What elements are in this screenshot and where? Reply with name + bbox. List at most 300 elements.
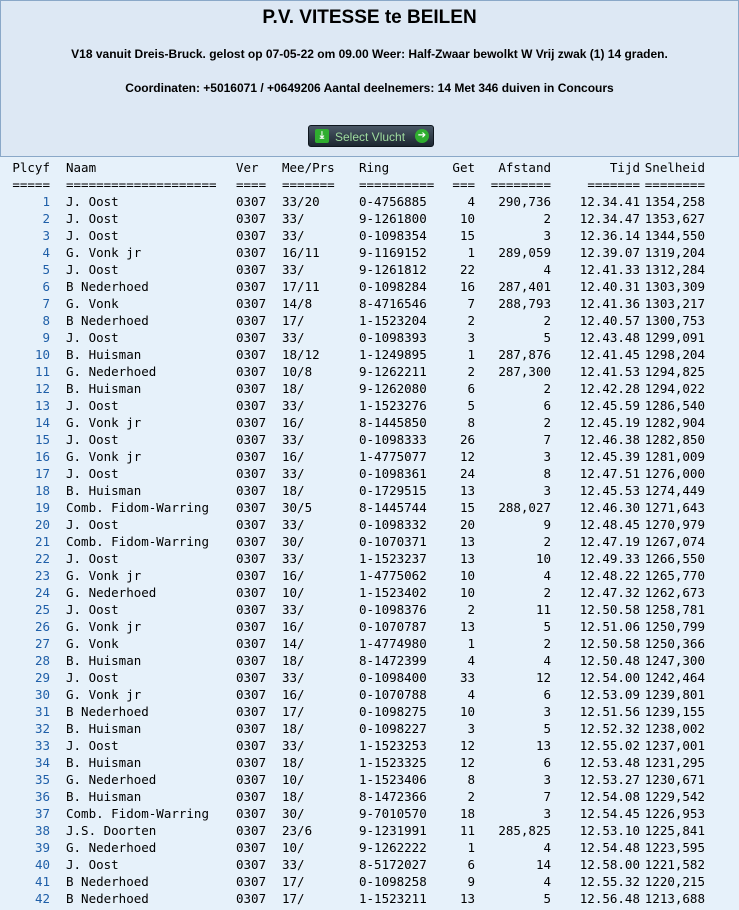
cell-snelheid: 1225,841 <box>644 823 705 838</box>
cell-place: 36 <box>34 789 50 804</box>
cell-mee-prs: 10/8 <box>282 364 313 379</box>
cell-name: G. Nederhoed <box>66 772 157 787</box>
cell-snelheid: 1267,074 <box>644 534 705 549</box>
cell-mee-prs: 18/ <box>282 755 305 770</box>
cell-name: J. Oost <box>66 517 119 532</box>
select-vlucht-label: Select Vlucht <box>335 130 406 144</box>
cell-name: J. Oost <box>66 466 119 481</box>
cell-ver: 0307 <box>236 364 267 379</box>
cell-get: 1 <box>467 245 475 260</box>
cell-ring: 8-1472366 <box>359 789 427 804</box>
table-row <box>0 516 739 533</box>
cell-get: 18 <box>459 806 475 821</box>
cell-ring: 1-1523253 <box>359 738 427 753</box>
header-ver: Ver <box>236 160 259 175</box>
cell-get: 3 <box>467 330 475 345</box>
cell-name: B. Huisman <box>66 721 142 736</box>
cell-tijd: 12.56.48 <box>579 891 640 906</box>
cell-afstand: 11 <box>535 602 551 617</box>
table-row <box>0 465 739 482</box>
cell-afstand: 5 <box>543 721 551 736</box>
cell-tijd: 12.53.09 <box>579 687 640 702</box>
cell-ver: 0307 <box>236 500 267 515</box>
table-row <box>0 686 739 703</box>
cell-tijd: 12.53.10 <box>579 823 640 838</box>
cell-mee-prs: 14/8 <box>282 296 313 311</box>
cell-tijd: 12.47.51 <box>579 466 640 481</box>
cell-get: 4 <box>467 653 475 668</box>
cell-ring: 1-1523406 <box>359 772 427 787</box>
select-vlucht-button[interactable] <box>308 125 434 147</box>
cell-ring: 9-1261800 <box>359 211 427 226</box>
cell-get: 4 <box>467 687 475 702</box>
cell-snelheid: 1247,300 <box>644 653 705 668</box>
cell-get: 13 <box>459 534 475 549</box>
cell-afstand: 5 <box>543 619 551 634</box>
cell-place: 4 <box>42 245 50 260</box>
cell-afstand: 2 <box>543 415 551 430</box>
cell-snelheid: 1238,002 <box>644 721 705 736</box>
cell-mee-prs: 23/6 <box>282 823 313 838</box>
cell-ring: 0-1098275 <box>359 704 427 719</box>
cell-name: B Nederhoed <box>66 704 149 719</box>
cell-tijd: 12.46.30 <box>579 500 640 515</box>
cell-mee-prs: 18/ <box>282 789 305 804</box>
cell-place: 7 <box>42 296 50 311</box>
cell-ver: 0307 <box>236 874 267 889</box>
table-row <box>0 618 739 635</box>
cell-ver: 0307 <box>236 857 267 872</box>
cell-tijd: 12.43.48 <box>579 330 640 345</box>
cell-afstand: 4 <box>543 840 551 855</box>
cell-get: 24 <box>459 466 475 481</box>
cell-ver: 0307 <box>236 568 267 583</box>
cell-ver: 0307 <box>236 806 267 821</box>
cell-afstand: 288,027 <box>498 500 551 515</box>
cell-snelheid: 1250,366 <box>644 636 705 651</box>
cell-name: B Nederhoed <box>66 891 149 906</box>
table-row <box>0 890 739 907</box>
table-row <box>0 533 739 550</box>
cell-tijd: 12.51.56 <box>579 704 640 719</box>
cell-place: 9 <box>42 330 50 345</box>
cell-ver: 0307 <box>236 466 267 481</box>
cell-ring: 1-1523276 <box>359 398 427 413</box>
table-row <box>0 839 739 856</box>
cell-snelheid: 1303,309 <box>644 279 705 294</box>
cell-place: 27 <box>34 636 50 651</box>
cell-mee-prs: 16/ <box>282 449 305 464</box>
header-mee-prs: Mee/Prs <box>282 160 335 175</box>
table-row <box>0 601 739 618</box>
cell-name: J. Oost <box>66 602 119 617</box>
cell-afstand: 9 <box>543 517 551 532</box>
table-row <box>0 771 739 788</box>
cell-mee-prs: 18/ <box>282 381 305 396</box>
cell-get: 16 <box>459 279 475 294</box>
cell-place: 35 <box>34 772 50 787</box>
header-name: Naam <box>66 160 97 175</box>
cell-afstand: 3 <box>543 806 551 821</box>
cell-ver: 0307 <box>236 670 267 685</box>
cell-place: 17 <box>34 466 50 481</box>
cell-snelheid: 1239,155 <box>644 704 705 719</box>
table-row <box>0 788 739 805</box>
cell-mee-prs: 30/ <box>282 806 305 821</box>
cell-afstand: 3 <box>543 483 551 498</box>
table-row <box>0 584 739 601</box>
cell-ring: 1-1523211 <box>359 891 427 906</box>
cell-name: B. Huisman <box>66 653 142 668</box>
table-row <box>0 448 739 465</box>
cell-get: 8 <box>467 772 475 787</box>
cell-get: 13 <box>459 483 475 498</box>
cell-snelheid: 1298,204 <box>644 347 705 362</box>
cell-ver: 0307 <box>236 551 267 566</box>
cell-get: 10 <box>459 211 475 226</box>
cell-tijd: 12.53.48 <box>579 755 640 770</box>
cell-get: 1 <box>467 347 475 362</box>
cell-snelheid: 1274,449 <box>644 483 705 498</box>
cell-tijd: 12.53.27 <box>579 772 640 787</box>
table-row <box>0 278 739 295</box>
cell-get: 15 <box>459 500 475 515</box>
cell-place: 33 <box>34 738 50 753</box>
cell-ring: 0-1098284 <box>359 279 427 294</box>
cell-ver: 0307 <box>236 636 267 651</box>
cell-tijd: 12.50.58 <box>579 636 640 651</box>
cell-snelheid: 1299,091 <box>644 330 705 345</box>
cell-name: J. Oost <box>66 738 119 753</box>
cell-tijd: 12.49.33 <box>579 551 640 566</box>
cell-ring: 0-1098376 <box>359 602 427 617</box>
header-tijd: Tijd <box>609 160 640 175</box>
cell-get: 10 <box>459 585 475 600</box>
cell-ver: 0307 <box>236 398 267 413</box>
cell-tijd: 12.50.48 <box>579 653 640 668</box>
results-table <box>0 157 739 910</box>
cell-place: 2 <box>42 211 50 226</box>
cell-get: 2 <box>467 602 475 617</box>
table-row <box>0 363 739 380</box>
cell-get: 8 <box>467 415 475 430</box>
cell-name: J. Oost <box>66 432 119 447</box>
cell-name: J. Oost <box>66 228 119 243</box>
cell-afstand: 287,300 <box>498 364 551 379</box>
cell-tijd: 12.36.14 <box>579 228 640 243</box>
cell-name: J. Oost <box>66 551 119 566</box>
cell-tijd: 12.50.58 <box>579 602 640 617</box>
header-ring: Ring <box>359 160 390 175</box>
cell-afstand: 8 <box>543 466 551 481</box>
cell-ring: 0-1070371 <box>359 534 427 549</box>
cell-afstand: 12 <box>535 670 551 685</box>
cell-mee-prs: 30/5 <box>282 500 313 515</box>
table-row <box>0 754 739 771</box>
cell-mee-prs: 30/ <box>282 534 305 549</box>
cell-tijd: 12.47.19 <box>579 534 640 549</box>
table-row <box>0 720 739 737</box>
cell-mee-prs: 33/ <box>282 670 305 685</box>
cell-tijd: 12.45.53 <box>579 483 640 498</box>
table-row <box>0 737 739 754</box>
cell-tijd: 12.55.02 <box>579 738 640 753</box>
cell-tijd: 12.54.48 <box>579 840 640 855</box>
cell-tijd: 12.41.36 <box>579 296 640 311</box>
cell-ring: 1-1523237 <box>359 551 427 566</box>
cell-ver: 0307 <box>236 432 267 447</box>
cell-tijd: 12.54.08 <box>579 789 640 804</box>
cell-mee-prs: 33/ <box>282 551 305 566</box>
table-row <box>0 482 739 499</box>
table-row <box>0 346 739 363</box>
cell-afstand: 289,059 <box>498 245 551 260</box>
cell-name: Comb. Fidom-Warring <box>66 534 209 549</box>
cell-ring: 1-4775077 <box>359 449 427 464</box>
header-afstand: Afstand <box>498 160 551 175</box>
cell-ver: 0307 <box>236 483 267 498</box>
separator-place: ===== <box>12 177 50 192</box>
cell-name: G. Vonk jr <box>66 449 142 464</box>
cell-ring: 8-1445850 <box>359 415 427 430</box>
cell-snelheid: 1281,009 <box>644 449 705 464</box>
cell-place: 20 <box>34 517 50 532</box>
table-row <box>0 635 739 652</box>
cell-afstand: 3 <box>543 228 551 243</box>
cell-name: G. Vonk <box>66 296 119 311</box>
cell-afstand: 7 <box>543 432 551 447</box>
cell-place: 13 <box>34 398 50 413</box>
cell-place: 18 <box>34 483 50 498</box>
page-title: P.V. VITESSE te BEILEN <box>262 7 477 28</box>
cell-afstand: 7 <box>543 789 551 804</box>
separator-afstand: ======== <box>490 177 551 192</box>
cell-ring: 8-5172027 <box>359 857 427 872</box>
cell-name: B. Huisman <box>66 483 142 498</box>
cell-ver: 0307 <box>236 840 267 855</box>
header-get: Get <box>452 160 475 175</box>
cell-ver: 0307 <box>236 721 267 736</box>
cell-snelheid: 1265,770 <box>644 568 705 583</box>
cell-get: 5 <box>467 398 475 413</box>
cell-mee-prs: 16/ <box>282 568 305 583</box>
cell-mee-prs: 17/ <box>282 874 305 889</box>
cell-get: 12 <box>459 755 475 770</box>
cell-afstand: 4 <box>543 874 551 889</box>
select-icon: ⤓ <box>315 129 329 143</box>
cell-ver: 0307 <box>236 194 267 209</box>
cell-tijd: 12.48.22 <box>579 568 640 583</box>
cell-get: 10 <box>459 704 475 719</box>
cell-name: G. Nederhoed <box>66 585 157 600</box>
cell-get: 7 <box>467 296 475 311</box>
cell-place: 28 <box>34 653 50 668</box>
cell-tijd: 12.40.31 <box>579 279 640 294</box>
cell-mee-prs: 18/12 <box>282 347 320 362</box>
cell-ver: 0307 <box>236 772 267 787</box>
cell-afstand: 6 <box>543 755 551 770</box>
cell-snelheid: 1231,295 <box>644 755 705 770</box>
cell-tijd: 12.34.41 <box>579 194 640 209</box>
cell-afstand: 10 <box>535 551 551 566</box>
cell-name: G. Vonk jr <box>66 415 142 430</box>
cell-place: 34 <box>34 755 50 770</box>
cell-ver: 0307 <box>236 534 267 549</box>
cell-afstand: 5 <box>543 891 551 906</box>
cell-ver: 0307 <box>236 347 267 362</box>
cell-get: 20 <box>459 517 475 532</box>
cell-ring: 0-1098227 <box>359 721 427 736</box>
race-info: V18 vanuit Dreis-Bruck. gelost op 07-05-22 om 09.00 Weer: Half-Zwaar bewolkt W Vrij zwak (1) 14 graden. <box>71 47 668 61</box>
cell-name: G. Nederhoed <box>66 364 157 379</box>
cell-afstand: 3 <box>543 449 551 464</box>
cell-place: 6 <box>42 279 50 294</box>
cell-mee-prs: 18/ <box>282 483 305 498</box>
cell-name: G. Vonk jr <box>66 687 142 702</box>
cell-place: 25 <box>34 602 50 617</box>
cell-place: 5 <box>42 262 50 277</box>
cell-mee-prs: 17/ <box>282 704 305 719</box>
cell-ver: 0307 <box>236 738 267 753</box>
cell-afstand: 290,736 <box>498 194 551 209</box>
table-row <box>0 822 739 839</box>
cell-ring: 0-1098393 <box>359 330 427 345</box>
cell-get: 13 <box>459 551 475 566</box>
separator-snelheid: ======== <box>644 177 705 192</box>
cell-ring: 0-1098258 <box>359 874 427 889</box>
cell-get: 6 <box>467 857 475 872</box>
cell-ring: 0-1098400 <box>359 670 427 685</box>
cell-mee-prs: 33/ <box>282 432 305 447</box>
cell-name: J.S. Doorten <box>66 823 157 838</box>
cell-place: 23 <box>34 568 50 583</box>
cell-get: 12 <box>459 449 475 464</box>
cell-ring: 9-1261812 <box>359 262 427 277</box>
cell-tijd: 12.45.59 <box>579 398 640 413</box>
cell-tijd: 12.58.00 <box>579 857 640 872</box>
cell-mee-prs: 16/ <box>282 619 305 634</box>
cell-ring: 8-1445744 <box>359 500 427 515</box>
cell-snelheid: 1237,001 <box>644 738 705 753</box>
cell-ver: 0307 <box>236 228 267 243</box>
cell-snelheid: 1223,595 <box>644 840 705 855</box>
table-row <box>0 244 739 261</box>
cell-tijd: 12.34.47 <box>579 211 640 226</box>
cell-snelheid: 1221,582 <box>644 857 705 872</box>
cell-ver: 0307 <box>236 687 267 702</box>
cell-snelheid: 1300,753 <box>644 313 705 328</box>
cell-get: 3 <box>467 721 475 736</box>
cell-afstand: 3 <box>543 772 551 787</box>
table-row <box>0 652 739 669</box>
cell-ring: 9-1169152 <box>359 245 427 260</box>
cell-get: 26 <box>459 432 475 447</box>
cell-tijd: 12.45.19 <box>579 415 640 430</box>
cell-snelheid: 1282,904 <box>644 415 705 430</box>
cell-ver: 0307 <box>236 653 267 668</box>
cell-snelheid: 1270,979 <box>644 517 705 532</box>
table-row <box>0 703 739 720</box>
button-bar <box>0 117 739 157</box>
cell-snelheid: 1266,550 <box>644 551 705 566</box>
cell-place: 42 <box>34 891 50 906</box>
cell-afstand: 6 <box>543 687 551 702</box>
cell-place: 32 <box>34 721 50 736</box>
cell-place: 10 <box>34 347 50 362</box>
cell-name: Comb. Fidom-Warring <box>66 500 209 515</box>
cell-get: 15 <box>459 228 475 243</box>
cell-mee-prs: 18/ <box>282 653 305 668</box>
cell-get: 11 <box>459 823 475 838</box>
cell-name: G. Vonk jr <box>66 619 142 634</box>
table-row <box>0 873 739 890</box>
cell-afstand: 4 <box>543 262 551 277</box>
cell-ring: 8-4716546 <box>359 296 427 311</box>
separator-name: ==================== <box>66 177 217 192</box>
table-row <box>0 550 739 567</box>
table-row <box>0 856 739 873</box>
cell-ring: 0-1098361 <box>359 466 427 481</box>
cell-name: B. Huisman <box>66 381 142 396</box>
table-row <box>0 805 739 822</box>
cell-snelheid: 1230,671 <box>644 772 705 787</box>
separator-mee-prs: ======= <box>282 177 335 192</box>
cell-tijd: 12.42.28 <box>579 381 640 396</box>
cell-ver: 0307 <box>236 296 267 311</box>
cell-ring: 9-1262211 <box>359 364 427 379</box>
cell-get: 2 <box>467 364 475 379</box>
cell-afstand: 285,825 <box>498 823 551 838</box>
cell-name: J. Oost <box>66 194 119 209</box>
separator-get: === <box>452 177 475 192</box>
cell-snelheid: 1354,258 <box>644 194 705 209</box>
table-row <box>0 380 739 397</box>
cell-get: 33 <box>459 670 475 685</box>
cell-name: J. Oost <box>66 330 119 345</box>
cell-ring: 9-1231991 <box>359 823 427 838</box>
cell-name: J. Oost <box>66 211 119 226</box>
cell-ring: 8-1472399 <box>359 653 427 668</box>
cell-ver: 0307 <box>236 313 267 328</box>
cell-ver: 0307 <box>236 415 267 430</box>
cell-ring: 9-1262222 <box>359 840 427 855</box>
cell-snelheid: 1229,542 <box>644 789 705 804</box>
cell-mee-prs: 33/ <box>282 466 305 481</box>
cell-afstand: 2 <box>543 381 551 396</box>
cell-name: Comb. Fidom-Warring <box>66 806 209 821</box>
cell-mee-prs: 16/ <box>282 415 305 430</box>
cell-name: J. Oost <box>66 398 119 413</box>
cell-place: 41 <box>34 874 50 889</box>
cell-ver: 0307 <box>236 517 267 532</box>
cell-ver: 0307 <box>236 381 267 396</box>
table-row <box>0 295 739 312</box>
cell-snelheid: 1353,627 <box>644 211 705 226</box>
cell-name: G. Nederhoed <box>66 840 157 855</box>
cell-afstand: 4 <box>543 653 551 668</box>
separator-ring: ========== <box>359 177 435 192</box>
cell-ring: 0-1098332 <box>359 517 427 532</box>
cell-place: 39 <box>34 840 50 855</box>
cell-afstand: 2 <box>543 585 551 600</box>
cell-ver: 0307 <box>236 619 267 634</box>
cell-ring: 1-1523325 <box>359 755 427 770</box>
cell-ring: 9-1262080 <box>359 381 427 396</box>
cell-tijd: 12.54.00 <box>579 670 640 685</box>
cell-ring: 0-1098354 <box>359 228 427 243</box>
cell-afstand: 2 <box>543 534 551 549</box>
cell-name: G. Vonk jr <box>66 568 142 583</box>
